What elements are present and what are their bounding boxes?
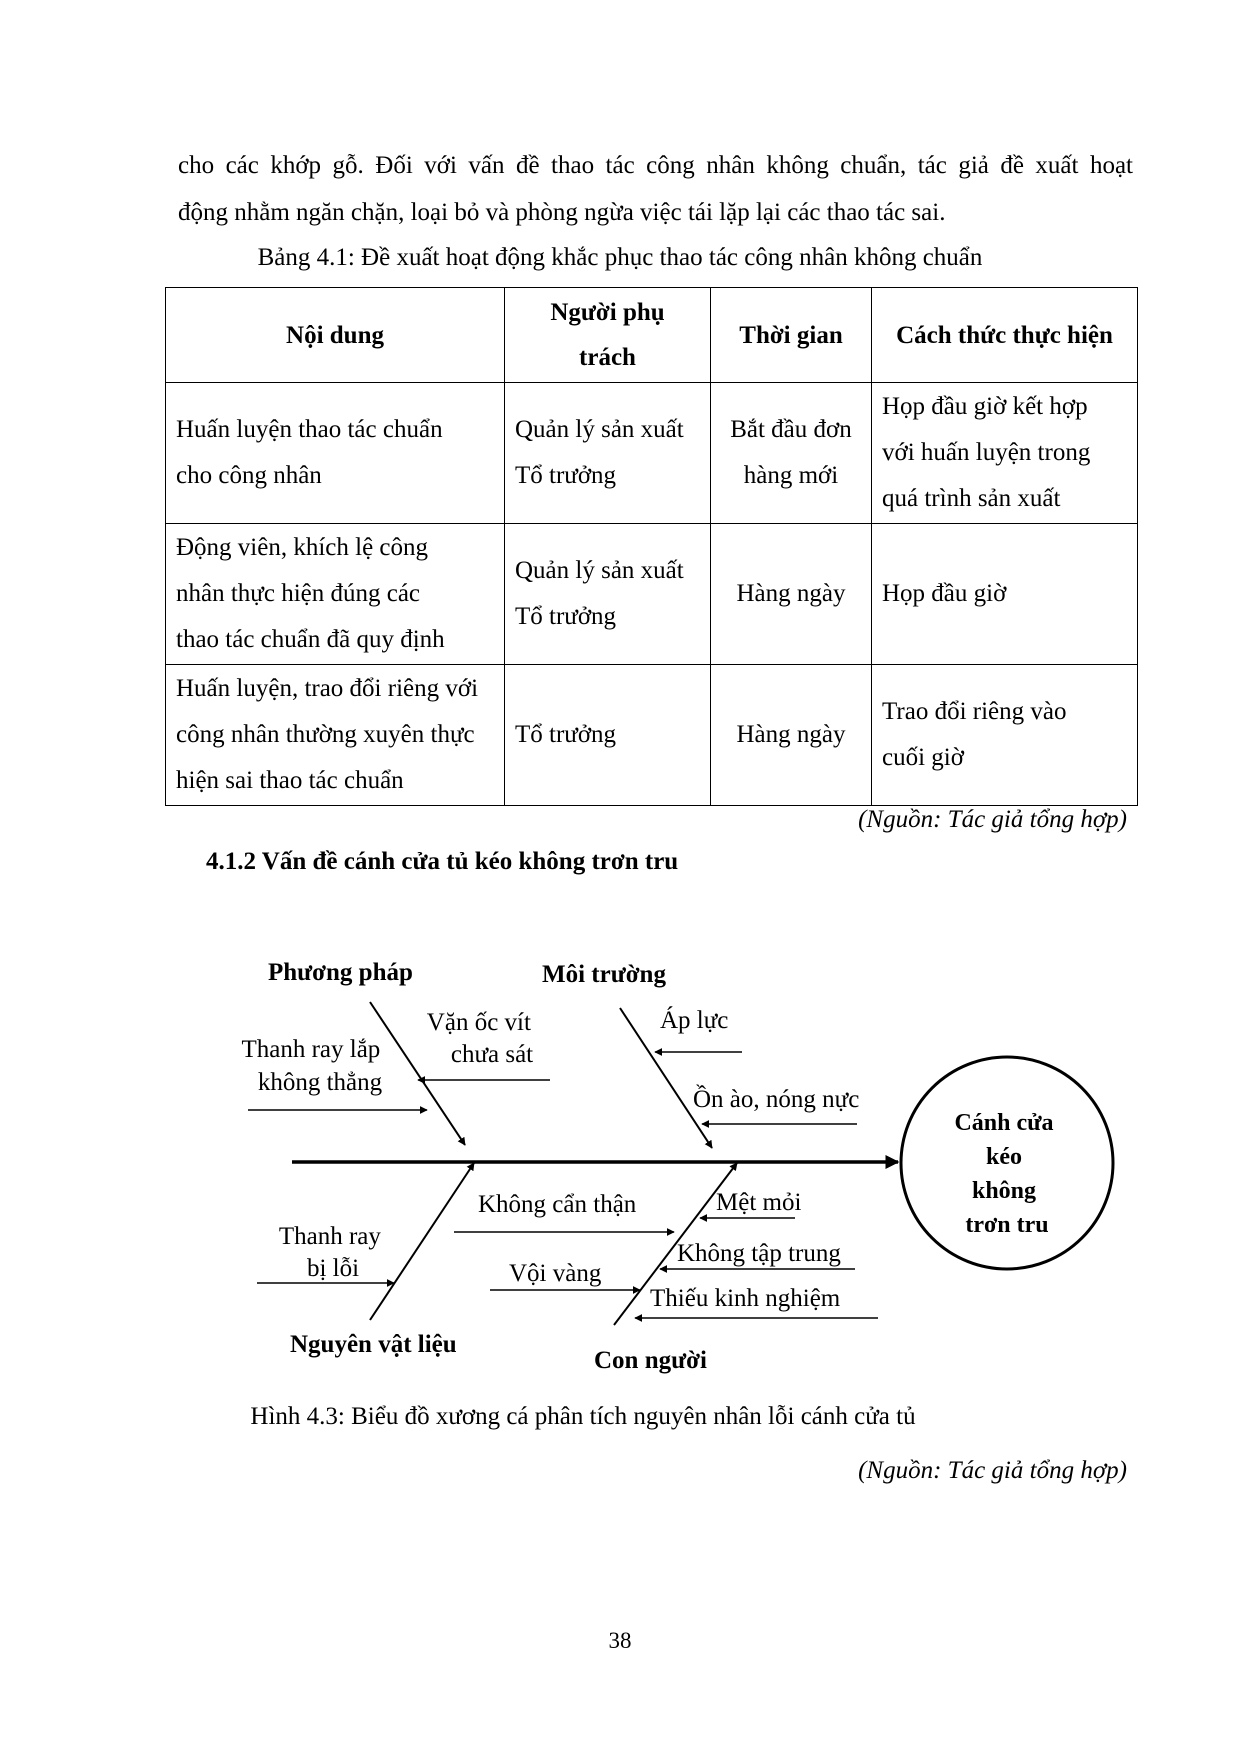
figure-source: (Nguồn: Tác giả tổng hợp)	[858, 1457, 1127, 1484]
cell-content: Huấn luyện, trao đổi riêng với công nhân thường xuyên thực hiện sai thao tác chuẩn	[166, 665, 505, 806]
cell-time: Hàng ngày	[711, 524, 872, 665]
category-environment: Môi trường	[542, 961, 666, 988]
cell-time: Bắt đầu đơn hàng mới	[711, 383, 872, 524]
cause-people-3: Không tập trung	[677, 1240, 841, 1267]
category-material: Nguyên vật liệu	[290, 1331, 457, 1358]
cause-people-1: Không cẩn thận	[478, 1191, 637, 1218]
cell-person: Tổ trưởng	[505, 665, 711, 806]
cell-method: Họp đầu giờ kết hợp với huấn luyện trong quá trình sản xuất	[872, 383, 1138, 524]
effect-label: Cánh cửa kéo không trơn tru	[954, 1110, 1054, 1238]
figure-caption: Hình 4.3: Biểu đồ xương cá phân tích nguyên nhân lỗi cánh cửa tủ	[250, 1403, 916, 1430]
cause-material-1: Thanh ray bị lỗi	[278, 1223, 381, 1282]
cell-person: Quản lý sản xuất Tổ trưởng	[505, 383, 711, 524]
cell-content: Động viên, khích lệ công nhân thực hiện đúng các thao tác chuẩn đã quy định	[166, 524, 505, 665]
intro-line-2: động nhằm ngăn chặn, loại bỏ và phòng ngừa việc tái lặp lại các thao tác sai.	[178, 199, 946, 226]
intro-line-1: cho các khớp gỗ. Đối với vấn đề thao tác công nhân không chuẩn, tác giả đề xuất hoạt	[178, 152, 1133, 179]
cause-people-4: Vội vàng	[509, 1260, 602, 1287]
category-method: Phương pháp	[268, 959, 413, 986]
cause-method-2: Thanh ray lắp không thẳng	[241, 1036, 383, 1096]
page-number: 38	[608, 1628, 632, 1653]
cell-method: Trao đổi riêng vào cuối giờ	[872, 665, 1138, 806]
header-time: Thời gian	[711, 288, 872, 383]
cell-content: Huấn luyện thao tác chuẩn cho công nhân	[166, 383, 505, 524]
table-source: (Nguồn: Tác giả tổng hợp)	[858, 806, 1127, 833]
header-method: Cách thức thực hiện	[872, 288, 1138, 383]
cause-people-2: Mệt mỏi	[716, 1189, 802, 1216]
table-caption: Bảng 4.1: Đề xuất hoạt động khắc phục thao tác công nhân không chuẩn	[257, 244, 983, 271]
cause-method-1: Vặn ốc vít chưa sát	[426, 1009, 534, 1068]
header-person: Người phụ trách	[505, 288, 711, 383]
header-content: Nội dung	[166, 288, 505, 383]
cause-env-2: Ồn ào, nóng nực	[693, 1086, 860, 1113]
cell-person: Quản lý sản xuất Tổ trưởng	[505, 524, 711, 665]
section-heading: 4.1.2 Vấn đề cánh cửa tủ kéo không trơn tru	[206, 848, 679, 875]
cause-env-1: Áp lực	[660, 1007, 729, 1034]
cell-method: Họp đầu giờ	[872, 524, 1138, 665]
cause-people-5: Thiếu kinh nghiệm	[650, 1285, 841, 1312]
cell-time: Hàng ngày	[711, 665, 872, 806]
category-people: Con người	[594, 1347, 707, 1374]
